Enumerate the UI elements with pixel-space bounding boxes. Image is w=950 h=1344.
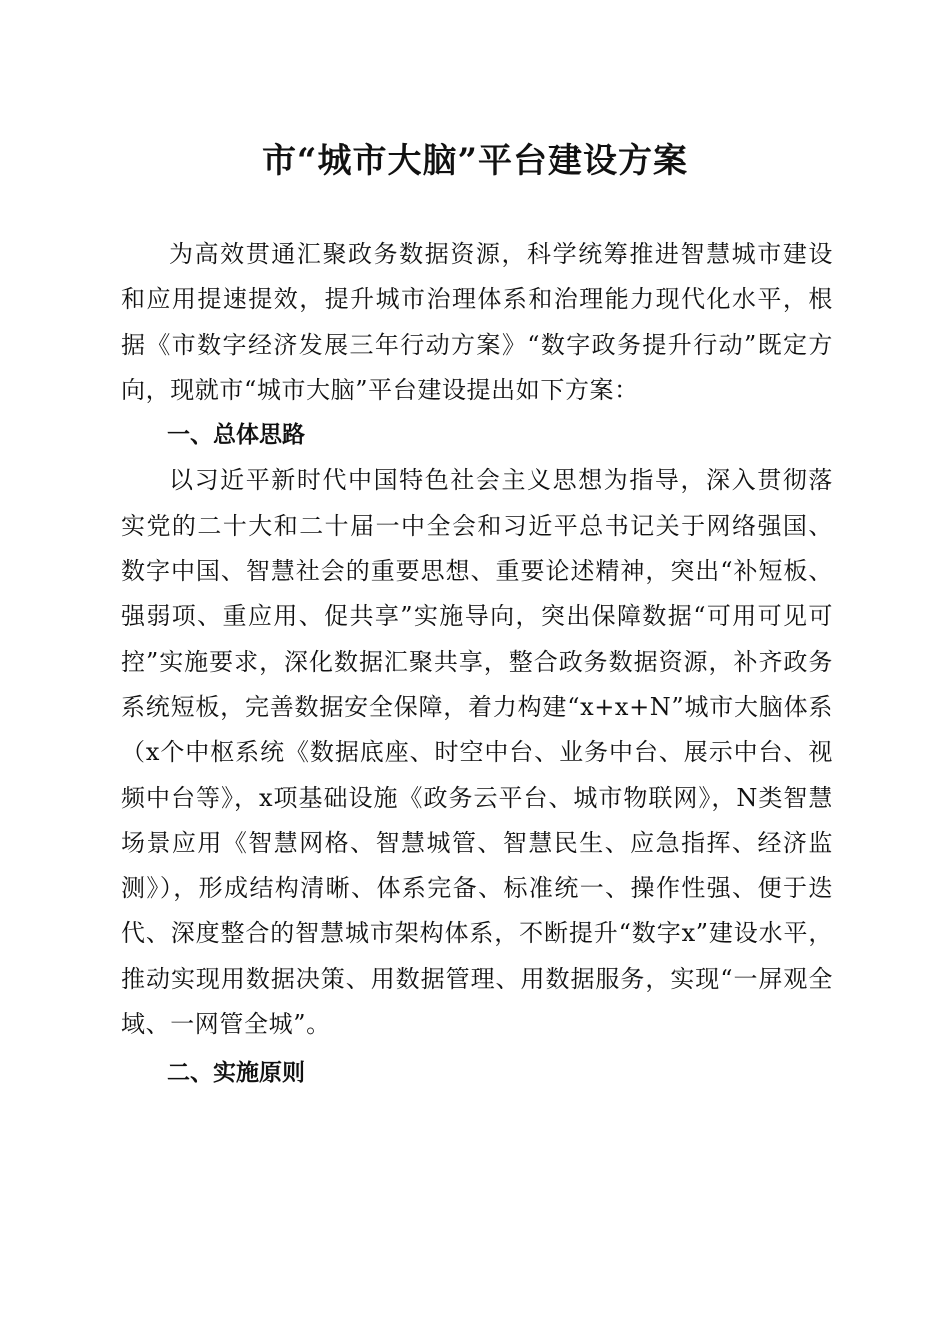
document-title: 市“城市大脑”平台建设方案 [261, 141, 689, 181]
section-body-overall-approach: 以习近平新时代中国特色社会主义思想为指导，深入贯彻落实党的二十大和二十届一中全会和习近平总书记关于网络强国、数字中国、智慧社会的重要思想、重要论述精神，突出“补短板、强弱项、重应用、促共享”实施导向，突出保障数据“可用可见可控”实施要求，深化数据汇聚共享，整合政务数据资源，补齐政务系统短板，完善数据安全保障，着力构建“x+x+N”城市大脑体系（x个中枢系统《数据底座、时空中台、业务中台、展示中台、视频中台等》，x项基础设施《政务云平台、城市物联网》，N类智慧场景应用《智慧网格、智慧城管、智慧民生、应急指挥、经济监测》），形成结构清晰、体系完备、标准统一、操作性强、便于迭代、深度整合的智慧城市架构体系，不断提升“数字x”建设水平，推动实现用数据决策、用数据管理、用数据服务，实现“一屏观全域、一网管全城”。 [121, 466, 833, 1039]
section-heading-overall-approach: 一、总体思路 [167, 422, 305, 449]
intro-paragraph: 为高效贯通汇聚政务数据资源，科学统筹推进智慧城市建设和应用提速提效，提升城市治理体系和治理能力现代化水平，根据《市数字经济发展三年行动方案》“数字政务提升行动”既定方向，现就市“城市大脑”平台建设提出如下方案： [121, 240, 833, 404]
section-heading-principles: 二、实施原则 [167, 1060, 305, 1087]
document-body [121, 232, 833, 1097]
